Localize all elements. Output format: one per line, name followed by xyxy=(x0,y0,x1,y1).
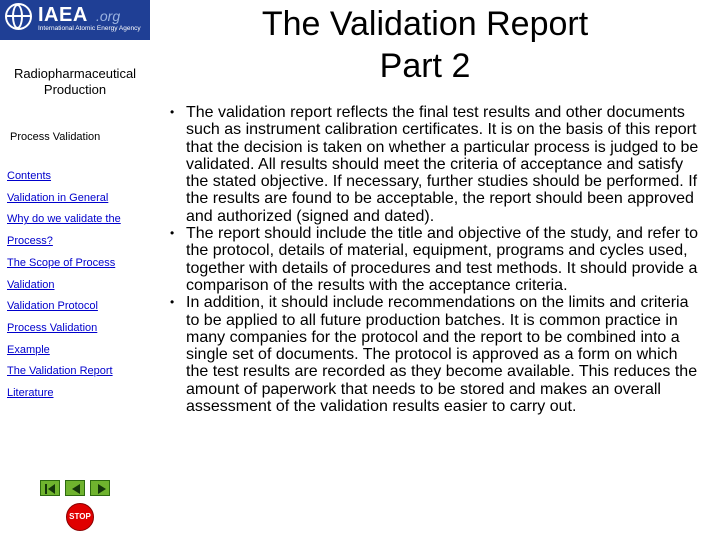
bullet-text: The report should include the title and objective of the study, and refer to the protocol, details of material, equipment, programs and cycles used, together with details of procedures and test methods. It should provide a comparison of the results with the acceptance criteria. xyxy=(186,225,699,294)
first-slide-icon xyxy=(45,484,47,494)
nav-link-literature[interactable]: Literature xyxy=(7,387,54,400)
slide-title xyxy=(185,3,665,87)
nav-link-contents[interactable]: Contents xyxy=(7,170,52,182)
nav-link-example[interactable]: Example xyxy=(7,343,50,356)
next-slide-button[interactable] xyxy=(90,480,110,496)
sidebar-nav xyxy=(7,166,147,405)
slide-body xyxy=(170,104,700,415)
nav-link-validation-report[interactable]: The Validation Report xyxy=(7,365,113,378)
logo-org: .org xyxy=(96,8,121,24)
next-arrow-icon xyxy=(98,484,106,494)
stop-button[interactable] xyxy=(66,503,94,531)
subsection-title: Process Validation xyxy=(10,131,101,143)
first-slide-button[interactable] xyxy=(40,480,60,496)
logo-agency-name: International Atomic Energy Agency xyxy=(38,25,141,32)
bullet-marker: • xyxy=(170,105,175,119)
iaea-logo xyxy=(0,0,150,40)
bullet-item xyxy=(170,294,700,415)
slide-title-line-2: Part 2 xyxy=(379,47,471,85)
bullet-marker: • xyxy=(170,295,175,310)
bullet-text: In addition, it should include recommendations on the limits and criteria to be applied to all future production batches. It is common practice in many companies for the protocol and the report to be combined into a single set of documents. The protocol is approved as a form on which the test results are recorded as they become available. This reduces the amount of paperwork that needs to be stored and makes an overall assessment of the validation results easier to carry out. xyxy=(186,294,698,416)
bullet-text: The validation report reflects the final test results and other documents such as instrument calibration certificates. It is on the basis of this report that the decision is taken on whether a particular process is judged to be validated. All results should meet the criteria of acceptance and satisfy the stated objective. If necessary, further studies should be performed. If the results are found to be acceptable, the report should been approved and authorized (signed and dated). xyxy=(186,104,699,225)
nav-link-scope[interactable]: The Scope of Process xyxy=(7,256,116,269)
stop-label: STOP xyxy=(69,512,91,521)
bullet-marker: • xyxy=(170,226,175,241)
previous-arrow-icon xyxy=(72,484,80,494)
nav-link-validation-in-general[interactable]: Validation in General xyxy=(7,191,109,204)
nav-link-validation-protocol[interactable]: Validation Protocol xyxy=(7,300,98,313)
section-title: Radiopharmaceutical Production xyxy=(13,66,137,97)
globe-icon xyxy=(5,3,32,30)
nav-link-why-validate-cont[interactable]: Process? xyxy=(7,235,53,248)
nav-link-scope-cont[interactable]: Validation xyxy=(7,278,55,291)
bullet-item xyxy=(170,225,700,294)
logo-brand: IAEA xyxy=(38,4,88,26)
nav-link-process-validation[interactable]: Process Validation xyxy=(7,321,98,334)
previous-slide-button[interactable] xyxy=(65,480,85,496)
nav-link-why-validate[interactable]: Why do we validate the xyxy=(7,213,121,226)
bullet-item xyxy=(170,104,700,225)
slide-title-line-1: The Validation Report xyxy=(261,5,589,43)
